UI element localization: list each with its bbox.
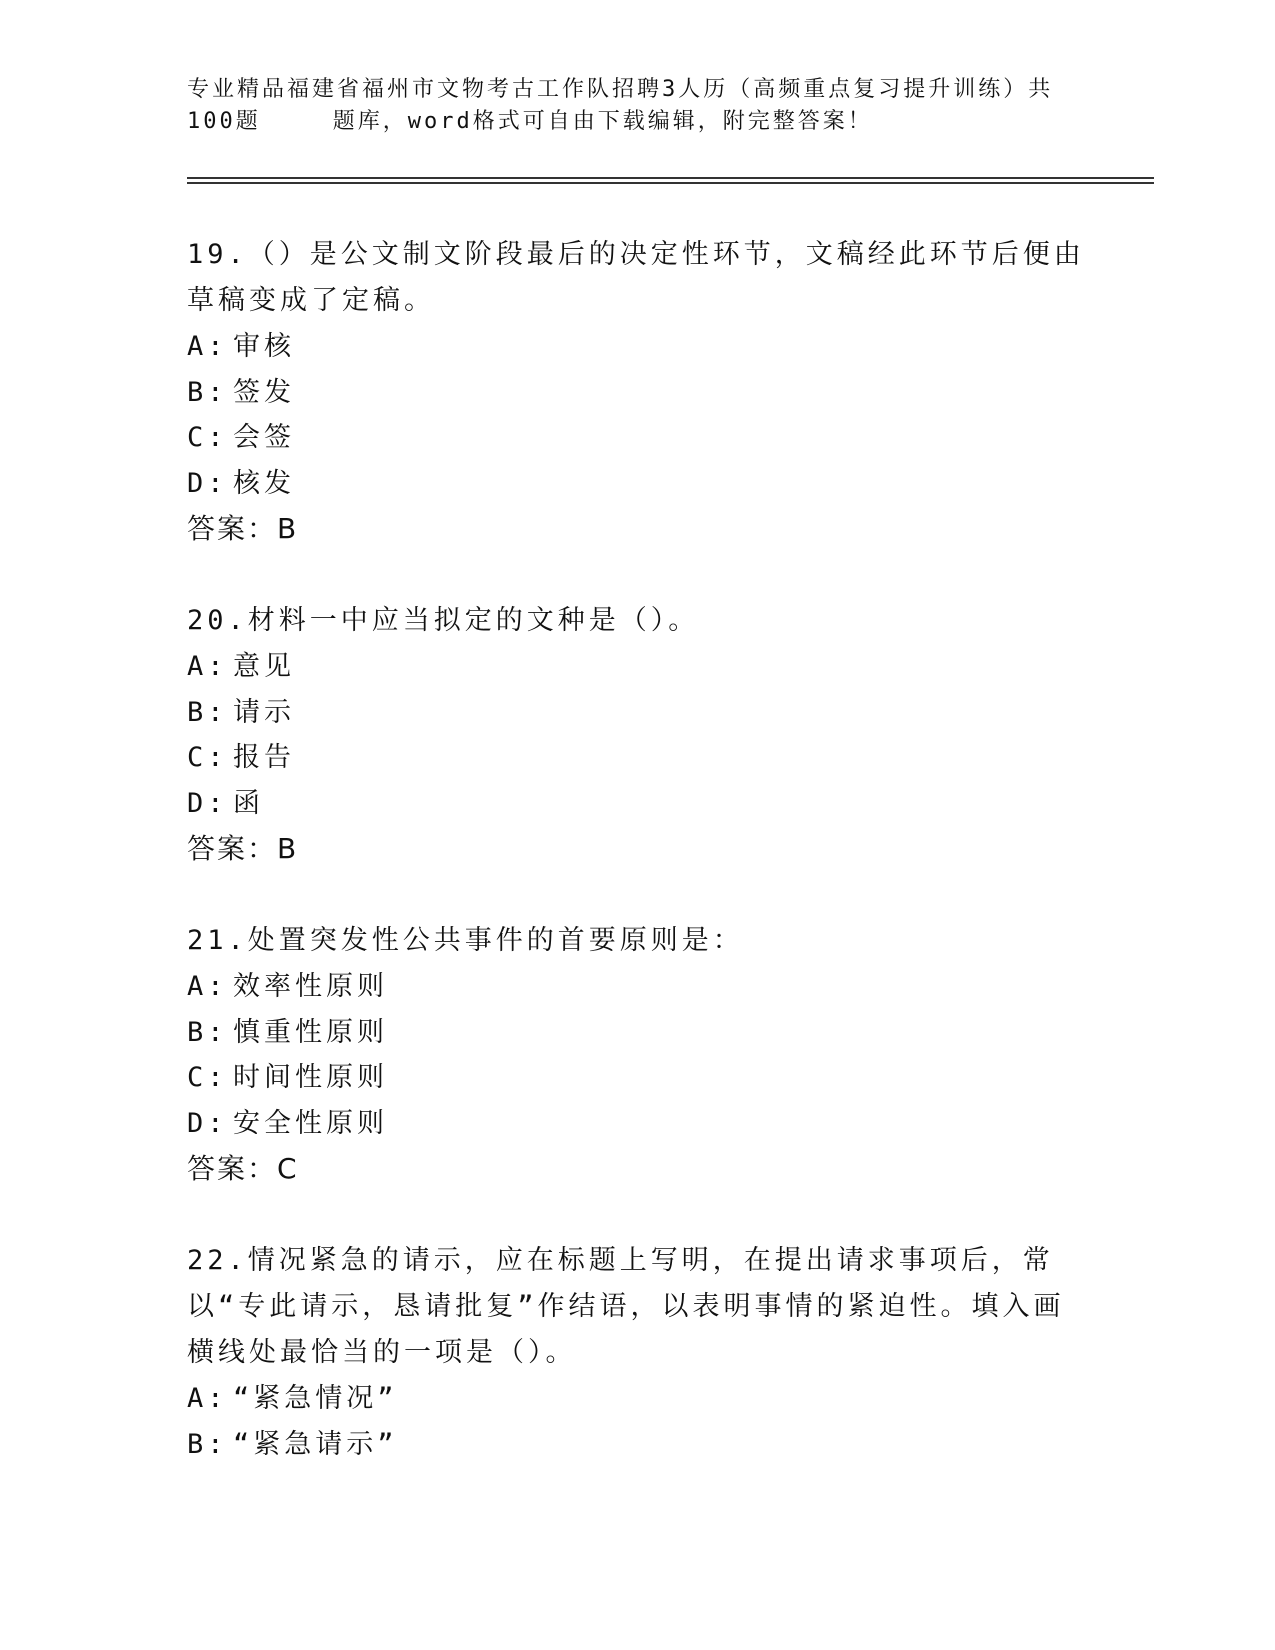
answer-line: 答案：B [187, 832, 299, 865]
question-stem: 20.材料一中应当拟定的文种是（）。 [187, 605, 700, 636]
header-description: 题库，word格式可自由下载编辑，附完整答案！ [332, 109, 873, 134]
option-d: D: 安全性原则 [187, 1107, 388, 1139]
option-c: C: 报告 [187, 742, 295, 773]
option-a: A: 意见 [187, 651, 295, 682]
option-a: A: 效率性原则 [187, 971, 388, 1002]
header-count: 100题 [187, 109, 261, 134]
option-d: D: 核发 [187, 467, 295, 499]
option-d: D: 函 [187, 787, 264, 819]
header-line-1: 专业精品福建省福州市文物考古工作队招聘3人历（高频重点复习提升训练）共 [187, 77, 1054, 102]
option-b: B: “紧急请示” [187, 1428, 398, 1460]
question-20 [187, 598, 1087, 872]
document-header [187, 74, 1067, 138]
question-19 [187, 232, 1087, 552]
option-a: A: 审核 [187, 331, 295, 362]
question-22 [187, 1238, 1087, 1467]
question-list [187, 232, 1087, 1513]
header-line-2 [187, 106, 1067, 138]
option-b: B: 请示 [187, 696, 295, 728]
question-stem: 19.（）是公文制文阶段最后的决定性环节，文稿经此环节后便由草稿变成了定稿。 [187, 239, 1085, 316]
answer-line: 答案：C [187, 1152, 299, 1185]
option-b: B: 慎重性原则 [187, 1016, 388, 1048]
answer-line: 答案：B [187, 512, 299, 545]
question-stem: 22.情况紧急的请示，应在标题上写明，在提出请求事项后，常以“专此请示，恳请批复”作结语，以表明事情的紧迫性。填入画横线处最恰当的一项是（）。 [187, 1245, 1065, 1368]
option-c: C: 会签 [187, 422, 295, 453]
header-divider-bottom [187, 182, 1154, 184]
question-21 [187, 918, 1087, 1192]
option-b: B: 签发 [187, 376, 295, 408]
question-stem: 21.处置突发性公共事件的首要原则是： [187, 925, 744, 956]
header-divider-top [187, 177, 1154, 179]
option-c: C: 时间性原则 [187, 1062, 388, 1093]
option-a: A: “紧急情况” [187, 1383, 398, 1414]
